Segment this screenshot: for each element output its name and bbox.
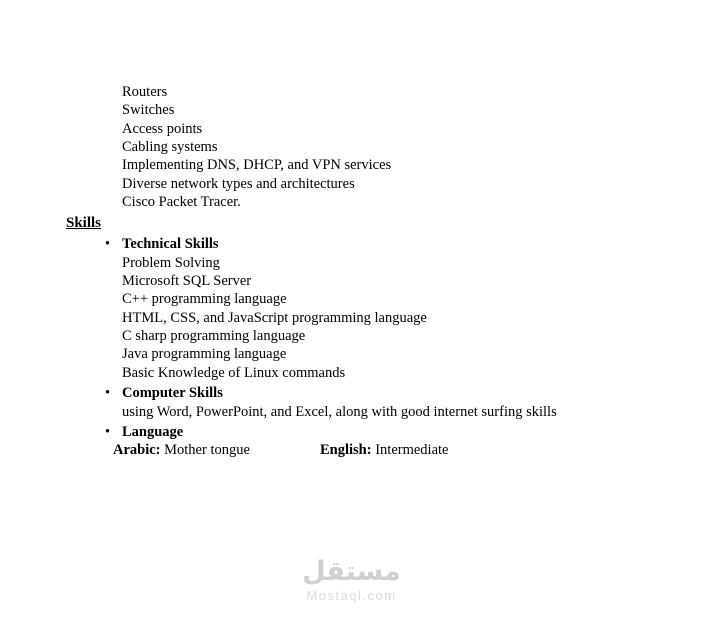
document-body	[0, 83, 703, 460]
section-title: Language	[122, 423, 184, 440]
list-item: Access points	[122, 120, 203, 137]
list-item: Switches	[122, 102, 175, 119]
language-title-row	[105, 423, 703, 441]
language-row	[113, 441, 703, 459]
list-item: Diverse network types and architectures	[122, 175, 355, 192]
list-item: Java programming language	[122, 346, 287, 363]
list-item: Cisco Packet Tracer.	[122, 194, 241, 211]
language-level: Mother tongue	[164, 442, 250, 459]
list-item: Cabling systems	[122, 139, 218, 156]
language-name: Arabic:	[113, 442, 161, 459]
section-title: Technical Skills	[122, 236, 219, 253]
computer-skills-list	[122, 403, 703, 421]
list-item: C sharp programming language	[122, 328, 306, 345]
watermark	[0, 556, 703, 604]
list-item: using Word, PowerPoint, and Excel, along with good internet surfing skills	[122, 403, 557, 420]
list-item: C++ programming language	[122, 291, 287, 308]
language-level: Intermediate	[375, 442, 449, 459]
list-item: HTML, CSS, and JavaScript programming language	[122, 309, 427, 326]
list-item: Basic Knowledge of Linux commands	[122, 364, 346, 381]
watermark-arabic-text: مستقل	[302, 556, 401, 587]
bullet-icon: •	[105, 385, 111, 402]
network-items-list	[122, 83, 703, 211]
list-item: Microsoft SQL Server	[122, 273, 252, 290]
computer-skills-title-row	[105, 384, 703, 402]
technical-skills-title-row	[105, 235, 703, 253]
list-item: Problem Solving	[122, 254, 220, 271]
language-entry-english	[320, 441, 448, 459]
language-entry-arabic	[113, 441, 320, 459]
language-name: English:	[320, 442, 372, 459]
section-title: Computer Skills	[122, 385, 223, 402]
list-item: Routers	[122, 84, 168, 100]
watermark-site-text: Mostaql.com	[306, 588, 397, 603]
technical-skills-list	[122, 254, 703, 382]
skills-section-heading: Skills	[66, 215, 102, 232]
bullet-icon: •	[105, 236, 111, 253]
bullet-icon: •	[105, 423, 111, 440]
list-item: Implementing DNS, DHCP, and VPN services	[122, 157, 392, 174]
